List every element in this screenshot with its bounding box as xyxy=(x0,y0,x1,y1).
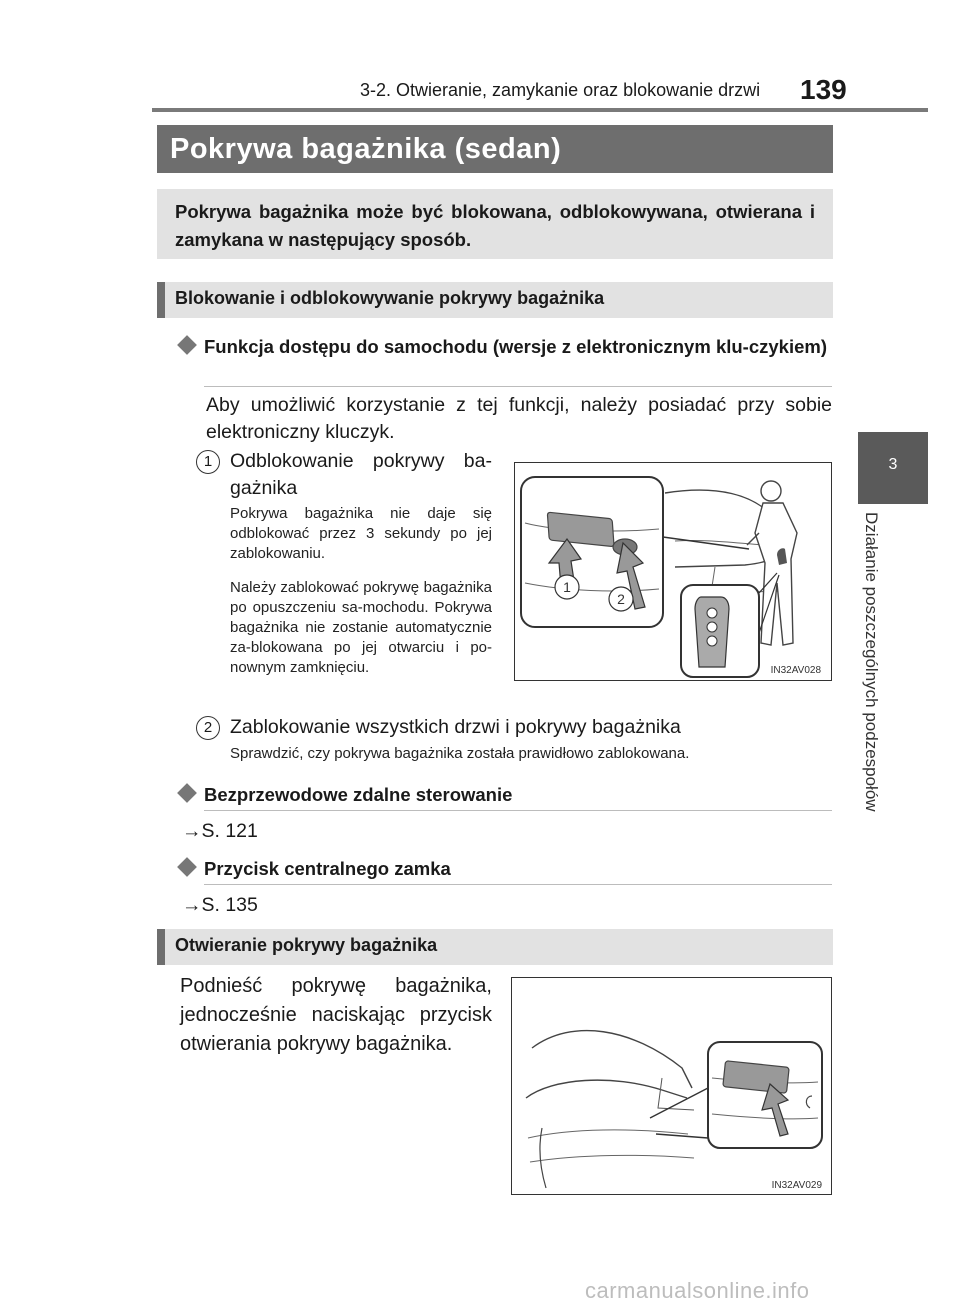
chapter-title-vertical: Działanie poszczególnych podzespołów xyxy=(862,512,881,812)
intro-text: Pokrywa bagażnika może być blokowana, odblokowywana, otwierana i zamykana w następujący sposób. xyxy=(175,201,815,250)
figure-label-2: 2 xyxy=(617,591,625,607)
watermark: carmanualsonline.info xyxy=(585,1278,810,1303)
trunk-keyless-illustration xyxy=(515,463,830,679)
step1-note2: Należy zablokować pokrywę bagażnika po opuszczeniu sa-mochodu. Pokrywa bagażnika nie zostanie automatycznie za-blokowana po jej otwarciu i po-nownym zamknięciu. xyxy=(230,579,492,676)
item-heading-central-lock: Przycisk centralnego zamka xyxy=(180,856,832,882)
arrow-right-icon: → xyxy=(182,894,202,916)
item-heading-remote: Bezprzewodowe zdalne sterowanie xyxy=(180,782,832,808)
running-header: 3-2. Otwieranie, zamykanie oraz blokowanie drzwi xyxy=(360,80,761,100)
chapter-number: 3 xyxy=(888,456,898,473)
diamond-bullet-icon xyxy=(177,857,197,877)
item-rule xyxy=(204,810,832,811)
arrow-right-icon: → xyxy=(182,820,202,842)
item-heading-keyless: Funkcja dostępu do samochodu (wersje z elektronicznym klu-czykiem) xyxy=(180,334,832,360)
subsection-title: Blokowanie i odblokowywanie pokrywy bagażnika xyxy=(175,288,605,308)
open-trunk-text: Podnieść pokrywę bagażnika, jednocześnie naciskając przycisk otwierania pokrywy bagażnika. xyxy=(180,975,492,1055)
item-rule xyxy=(204,386,832,387)
figure-trunk-open xyxy=(511,977,832,1195)
subsection-title: Otwieranie pokrywy bagażnika xyxy=(175,935,438,955)
step1-note1: Pokrywa bagażnika nie daje się odblokować przez 3 sekundy po jej zablokowaniu. xyxy=(230,505,492,562)
figure-label-1: 1 xyxy=(563,579,571,595)
diamond-bullet-icon xyxy=(177,783,197,803)
section-title: Pokrywa bagażnika (sedan) xyxy=(170,133,562,165)
step1-title: Odblokowanie pokrywy ba-gażnika xyxy=(230,450,492,499)
header-rule xyxy=(152,108,928,112)
step2-title: Zablokowanie wszystkich drzwi i pokrywy bagażnika xyxy=(230,716,681,738)
trunk-open-illustration xyxy=(512,978,830,1193)
step-number-2: 2 xyxy=(196,716,220,740)
reference-central-lock: →S. 135 xyxy=(182,894,258,916)
figure-keyless-unlock xyxy=(514,462,832,681)
reference-remote: →S. 121 xyxy=(182,820,258,842)
item-text: Aby umożliwić korzystanie z tej funkcji, należy posiadać przy sobie elektroniczny kluczyk. xyxy=(206,394,832,443)
step2-note: Sprawdzić, czy pokrywa bagażnika została prawidłowo zablokowana. xyxy=(230,745,690,762)
step-number-1: 1 xyxy=(196,450,220,474)
item-rule xyxy=(204,884,832,885)
page-number: 139 xyxy=(800,74,847,105)
diamond-bullet-icon xyxy=(177,335,197,355)
figure-code: IN32AV028 xyxy=(770,665,821,676)
figure-code: IN32AV029 xyxy=(771,1180,822,1191)
